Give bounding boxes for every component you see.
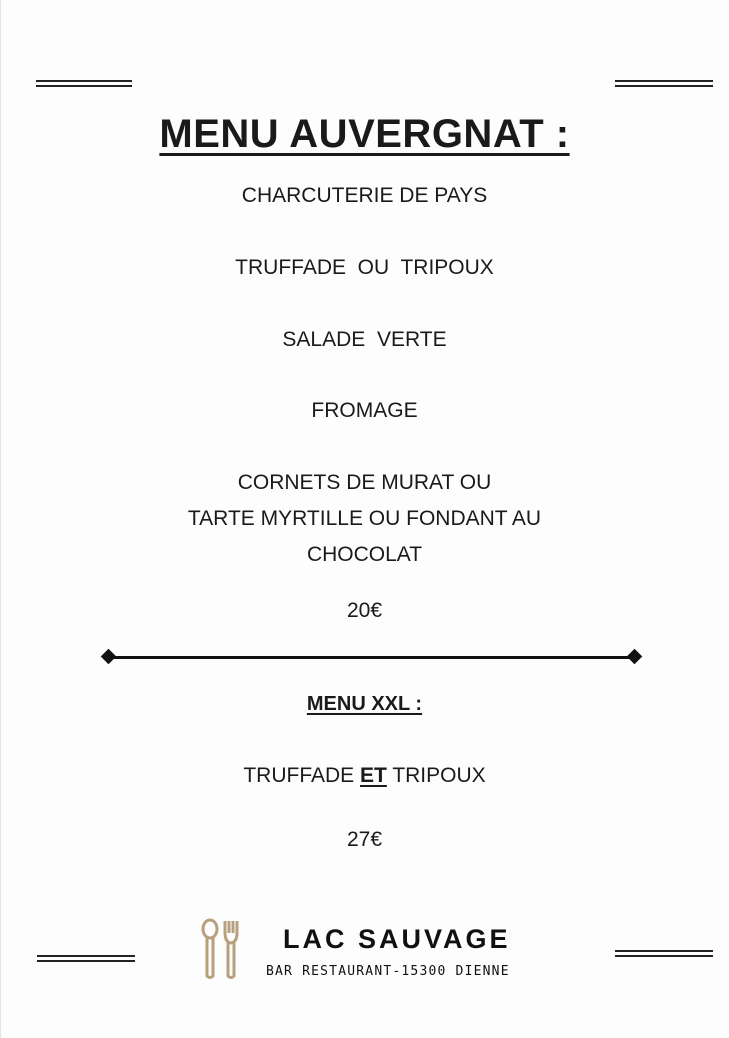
menu-xxl-price: 27€	[346, 828, 383, 851]
utensils-icon	[200, 918, 245, 980]
brand-name: LAC SAUVAGE	[283, 924, 511, 954]
menu-item-truffade-tripoux: TRUFFADE OU TRIPOUX	[235, 256, 494, 279]
dessert-line: TARTE MYRTILLE OU FONDANT AU	[187, 507, 542, 530]
menu-auvergnat-title: MENU AUVERGNAT :	[159, 112, 570, 156]
decorative-double-line-bottom-left	[37, 955, 135, 962]
decorative-double-line-top-right	[615, 80, 713, 87]
menu-item-salade: SALADE VERTE	[282, 328, 447, 351]
xxl-item-text: TRIPOUX	[386, 764, 486, 787]
decorative-double-line-top-left	[36, 80, 132, 87]
section-divider	[108, 656, 636, 659]
dessert-line: CHOCOLAT	[306, 543, 423, 566]
divider-diamond-left	[101, 649, 117, 665]
xxl-item-emphasis: ET	[360, 764, 387, 787]
menu-item-fromage: FROMAGE	[311, 399, 418, 422]
menu-auvergnat-price: 20€	[346, 599, 383, 622]
decorative-double-line-bottom-right	[615, 950, 713, 957]
brand-tagline: BAR RESTAURANT-15300 DIENNE	[266, 964, 510, 979]
menu-xxl-item	[0, 764, 729, 788]
dessert-line: CORNETS DE MURAT OU	[237, 471, 492, 494]
menu-item-desserts	[0, 465, 729, 573]
menu-xxl-title: MENU XXL :	[306, 693, 423, 715]
divider-diamond-right	[627, 649, 643, 665]
xxl-item-text: TRUFFADE	[243, 764, 361, 787]
menu-item-charcuterie: CHARCUTERIE DE PAYS	[241, 184, 488, 207]
